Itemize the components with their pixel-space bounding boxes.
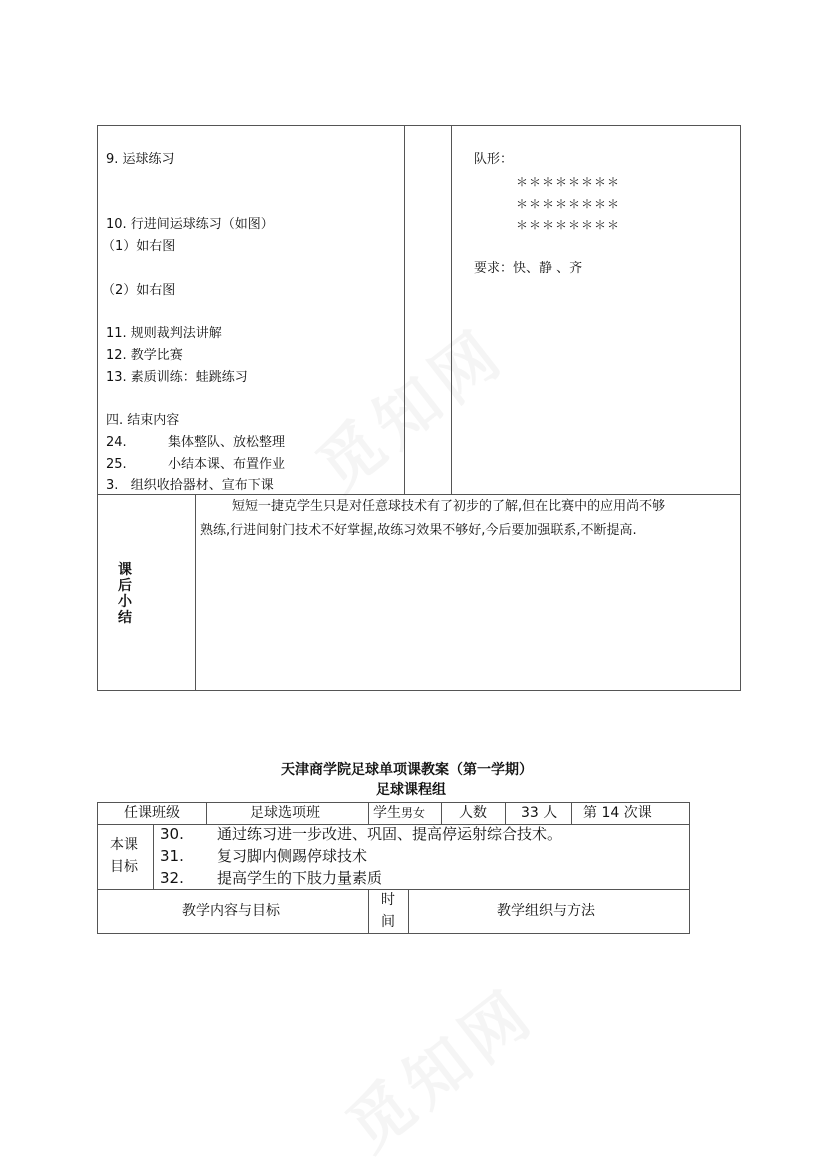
goal-text: 通过练习进一步改进、巩固、提高停运射综合技术。 [217,825,563,843]
goal-number: 31. [160,847,184,865]
list-item: 9. 运球练习 [106,152,175,167]
list-item: 13. 素质训练：蛙跳练习 [106,370,248,385]
list-item: 12. 教学比赛 [106,348,183,363]
formation-row: ＊＊＊＊＊＊＊＊ [516,175,621,189]
goal-number: 32. [160,869,184,887]
list-item: 24. 集体整队、放松整理 [106,435,285,450]
class-label: 任课班级 [124,805,180,821]
summary-label: 后 [118,578,132,594]
lesson-number: 第 14 次课 [583,805,652,821]
method-header: 教学组织与方法 [497,903,595,919]
class-value: 足球选项班 [250,805,320,821]
list-item: 10. 行进间运球练习（如图） [106,217,274,232]
requirement-text: 要求：快、静 、齐 [474,261,583,276]
list-item: （2）如右图 [102,283,176,298]
list-item: 3. 组织收拾器材、宣布下课 [106,478,274,493]
goals-label: 目标 [110,859,138,875]
goal-text: 提高学生的下肢力量素质 [217,869,383,887]
summary-label: 课 [118,562,132,578]
summary-label: 结 [118,610,132,626]
count-value: 33 人 [521,805,558,821]
list-item: 11. 规则裁判法讲解 [106,326,222,341]
count-label: 人数 [459,805,487,821]
page-subtitle: 足球课程组 [376,782,446,798]
list-item: 25. 小结本课、布置作业 [106,457,285,472]
goals-label: 本课 [110,837,138,853]
time-header: 时 [381,892,395,908]
formation-row: ＊＊＊＊＊＊＊＊ [516,197,621,211]
content-header: 教学内容与目标 [182,903,280,919]
goal-number: 30. [160,825,184,843]
list-item: （1）如右图 [102,239,176,254]
summary-label: 小 [118,594,132,610]
summary-text: 短短一捷克学生只是对任意球技术有了初步的了解,但在比赛中的应用尚不够 [232,499,666,514]
time-header: 间 [381,914,395,930]
formation-row: ＊＊＊＊＊＊＊＊ [516,218,621,232]
student-label: 学生男女 [373,805,426,821]
goal-text: 复习脚内侧踢停球技术 [217,847,368,865]
section-heading: 四. 结束内容 [106,413,180,428]
formation-label: 队形： [474,152,514,167]
summary-text: 熟练,行进间射门技术不好掌握,故练习效果不够好,今后要加强联系,不断提高. [200,523,637,538]
page-title: 天津商学院足球单项课教案（第一学期） [281,762,533,778]
